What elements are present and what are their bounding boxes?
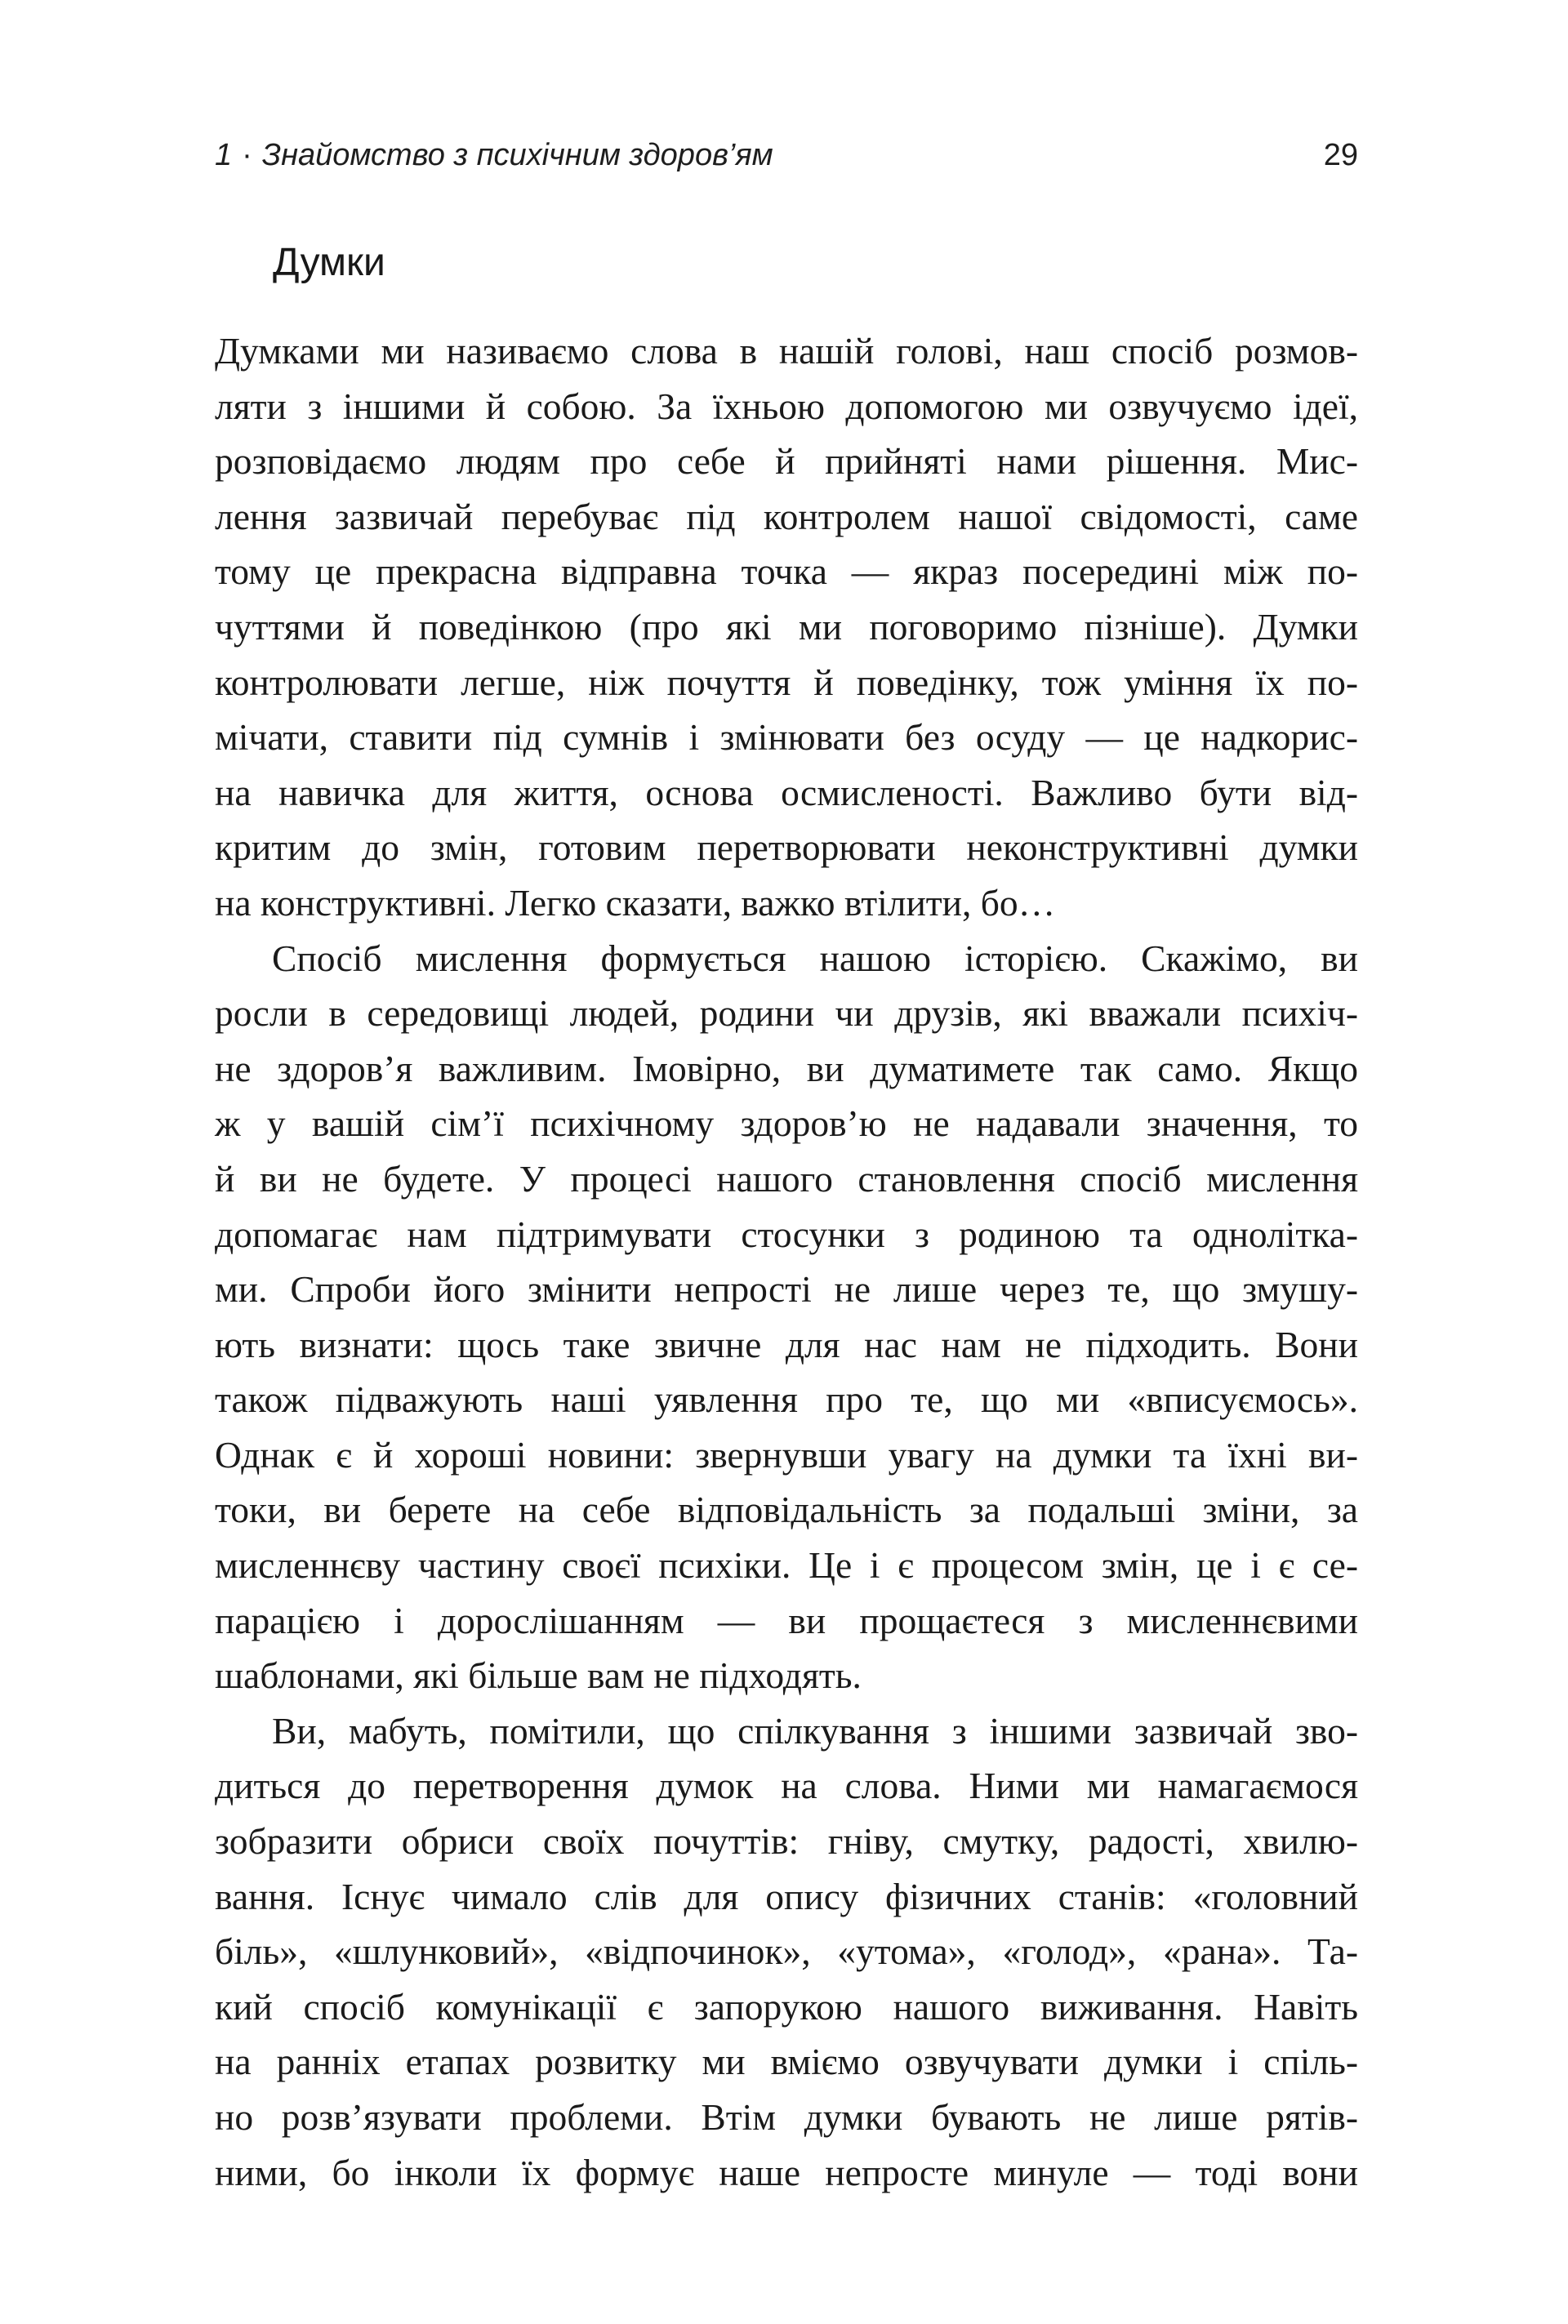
text-line: не здоров’я важливим. Імовірно, ви думатимете так само. Якщо [215,1047,1358,1089]
page-number: 29 [1323,138,1358,172]
text-line: ми. Спроби його змінити непрості не лише через те, що змушу- [215,1268,1358,1311]
text-line: біль», «шлунковий», «відпочинок», «утома», «голод», «рана». Та- [215,1930,1358,1973]
text-line: й ви не будете. У процесі нашого становлення спосіб мислення [215,1157,1358,1200]
text-line: диться до перетворення думок на слова. Ними ми намагаємося [215,1765,1358,1807]
text-line: зобразити обриси своїх почуттів: гніву, смутку, радості, хвилю- [215,1820,1358,1863]
text-line: ними, бо інколи їх формує наше непросте минуле — тоді вони [215,2151,1358,2193]
chapter-separator: · [242,138,252,172]
text-line: ляти з іншими й собою. За їхньою допомогою ми озвучуємо ідеї, [215,385,1358,427]
chapter-info [215,131,773,180]
text-line: кий спосіб комунікації є запорукою нашого виживання. Навіть [215,1985,1358,2028]
text-line: лення зазвичай перебуває під контролем нашої свідомості, саме [215,495,1358,537]
text-line: допомагає нам підтримувати стосунки з родиною та однолітка- [215,1213,1358,1255]
text-line: Однак є й хороші новини: звернувши увагу на думки та їхні ви- [215,1433,1358,1476]
text-line: парацією і дорослішанням — ви прощаєтеся з мисленнєвими [215,1599,1358,1641]
text-line: критим до змін, готовим перетворювати неконструктивні думки [215,826,1358,869]
text-line: Думками ми називаємо слова в нашій голові, наш спосіб розмов- [215,330,1358,372]
text-line: розповідаємо людям про себе й прийняті нами рішення. Мис- [215,440,1358,483]
text-line: Спосіб мислення формується нашою історією. Скажімо, ви [272,937,1358,979]
text-line: на конструктивні. Легко сказати, важко втілити, бо… [215,881,1056,924]
text-line: вання. Існує чимало слів для опису фізичних станів: «головний [215,1875,1358,1917]
text-line: мічати, ставити під сумнів і змінювати без осуду — це надкорис- [215,716,1358,759]
text-line: контролювати легше, ніж почуття й поведінку, тож уміння їх по- [215,661,1358,703]
text-line: чуттями й поведінкою (про які ми поговоримо пізніше). Думки [215,605,1358,648]
text-line: тому це прекрасна відправна точка — якраз посередині між по- [215,550,1358,593]
text-line: но розв’язувати проблеми. Втім думки бувають не лише рятів- [215,2096,1358,2138]
text-line: ж у вашій сім’ї психічному здоров’ю не надавали значення, то [215,1102,1358,1145]
body-text [215,323,1358,2200]
section-heading: Думки [273,241,385,284]
text-line: на навичка для життя, основа осмисленості. Важливо бути від- [215,771,1358,813]
text-line: Ви, мабуть, помітили, що спілкування з іншими зазвичай зво- [272,1709,1358,1752]
running-header [215,131,1358,180]
chapter-title: Знайомство з психічним здоров’ям [261,138,773,172]
text-line: мисленнєву частину своєї психіки. Це і є процесом змін, це і є се- [215,1544,1358,1587]
text-line: також підважують наші уявлення про те, що ми «вписуємось». [215,1378,1358,1421]
text-line: на ранніх етапах розвитку ми вміємо озвучувати думки і спіль- [215,2041,1358,2083]
chapter-number: 1 [215,138,233,172]
text-line: токи, ви берете на себе відповідальність за подальші зміни, за [215,1489,1358,1531]
text-line: шаблонами, які більше вам не підходять. [215,1654,862,1697]
text-line: росли в середовищі людей, родини чи друзів, які вважали психіч- [215,992,1358,1035]
text-line: ють визнати: щось таке звичне для нас нам не підходить. Вони [215,1323,1358,1365]
